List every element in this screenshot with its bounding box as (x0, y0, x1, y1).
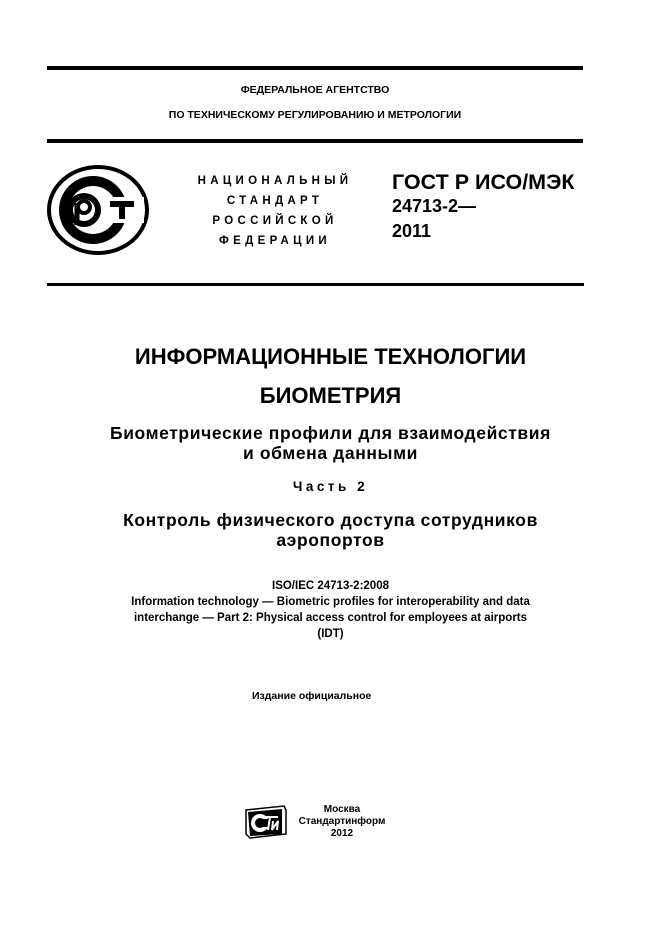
part-title-line-1: Контроль физического доступа сотрудников (123, 510, 538, 530)
national-standard-label (180, 171, 370, 251)
publication-year: 2012 (330, 828, 354, 839)
iso-degree-of-correspondence: (IDT) (317, 628, 344, 640)
national-standard-line-4: ФЕДЕРАЦИИ (219, 235, 331, 247)
agency-line-2: ПО ТЕХНИЧЕСКОМУ РЕГУЛИРОВАНИЮ И МЕТРОЛОГИИ (168, 109, 462, 121)
publisher-name: Стандартинформ (298, 816, 386, 827)
iso-english-title-line-2: interchange — Part 2: Physical access control for employees at airports (133, 612, 528, 624)
iso-english-title-line-1: Information technology — Biometric profiles for interoperability and data (131, 596, 530, 608)
subtitle-line-2: и обмена данными (243, 443, 418, 463)
standard-designation-line-1: ГОСТ Р ИСО/МЭК (392, 170, 575, 194)
standard-designation-line-3: 2011 (392, 221, 432, 241)
header-rule (47, 139, 583, 143)
national-standard-line-3: РОССИЙСКОЙ (212, 215, 338, 227)
agency-line-1: ФЕДЕРАЛЬНОЕ АГЕНТСТВО (240, 84, 390, 96)
gost-r-certification-mark-icon (46, 163, 150, 257)
part-title-line-2: аэропортов (276, 530, 385, 550)
subtitle-line-1: Биометрические профили для взаимодействия (110, 423, 551, 443)
publisher-logo (244, 804, 288, 840)
iso-reference: ISO/IEC 24713-2:2008 (272, 580, 389, 592)
edition-label: Издание официальное (252, 690, 372, 702)
designation-rule (47, 283, 584, 286)
gost-logo (46, 163, 150, 257)
national-standard-line-2: СТАНДАРТ (226, 195, 324, 207)
publisher-city: Москва (323, 804, 361, 815)
national-standard-line-1: НАЦИОНАЛЬНЫЙ (197, 175, 353, 187)
top-rule (47, 66, 583, 70)
publisher-info (296, 804, 388, 840)
document-subject: БИОМЕТРИЯ (259, 383, 402, 408)
standard-designation-line-2: 24713-2— (392, 196, 477, 216)
standartinform-logo-icon (244, 804, 288, 840)
part-number: Часть 2 (292, 479, 369, 494)
document-title: ИНФОРМАЦИОННЫЕ ТЕХНОЛОГИИ (134, 344, 527, 369)
